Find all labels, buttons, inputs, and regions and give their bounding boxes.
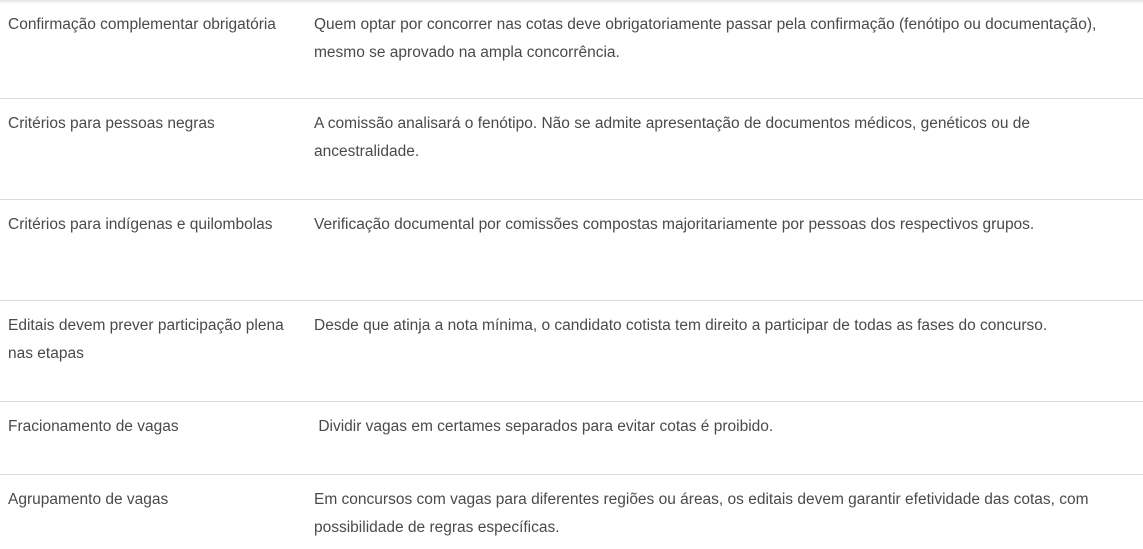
row-description: Desde que atinja a nota mínima, o candidato cotista tem direito a participar de todas as fases do concurso. <box>314 316 1048 334</box>
row-label-cell <box>0 401 306 474</box>
row-label-cell <box>0 199 306 300</box>
row-description: Quem optar por concorrer nas cotas deve obrigatoriamente passar pela confirmação (fenótipo ou documentação), mesmo se aprovado na ampla concorrência. <box>314 16 1097 61</box>
row-label: Agrupamento de vagas <box>8 490 169 508</box>
row-description: A comissão analisará o fenótipo. Não se admite apresentação de documentos médicos, genéticos ou de ancestralidade. <box>314 114 1031 160</box>
table-row <box>0 401 1143 474</box>
table-row <box>0 199 1143 300</box>
row-description-cell <box>306 98 1143 199</box>
row-description-cell <box>306 300 1143 401</box>
table-row <box>0 0 1143 98</box>
row-label-cell <box>0 0 306 98</box>
row-description-cell <box>306 474 1143 549</box>
table-row <box>0 300 1143 401</box>
row-label: Critérios para pessoas negras <box>8 114 215 132</box>
top-shadow <box>0 0 1143 4</box>
row-label: Editais devem prever participação plena nas etapas <box>8 316 284 362</box>
row-label: Critérios para indígenas e quilombolas <box>8 215 273 233</box>
row-label-cell <box>0 474 306 549</box>
table-row <box>0 474 1143 549</box>
row-description: Verificação documental por comissões compostas majoritariamente por pessoas dos respectivos grupos. <box>314 215 1035 233</box>
row-description-cell <box>306 0 1143 98</box>
row-label: Fracionamento de vagas <box>8 417 179 435</box>
row-label-cell <box>0 98 306 199</box>
row-description: Dividir vagas em certames separados para evitar cotas é proibido. <box>314 417 774 435</box>
row-description-cell <box>306 199 1143 300</box>
row-description-cell <box>306 401 1143 474</box>
table-row <box>0 98 1143 199</box>
row-label: Confirmação complementar obrigatória <box>8 16 276 33</box>
row-description: Em concursos com vagas para diferentes regiões ou áreas, os editais devem garantir efetividade das cotas, com possibilidade de regras específicas. <box>314 490 1089 536</box>
row-label-cell <box>0 300 306 401</box>
